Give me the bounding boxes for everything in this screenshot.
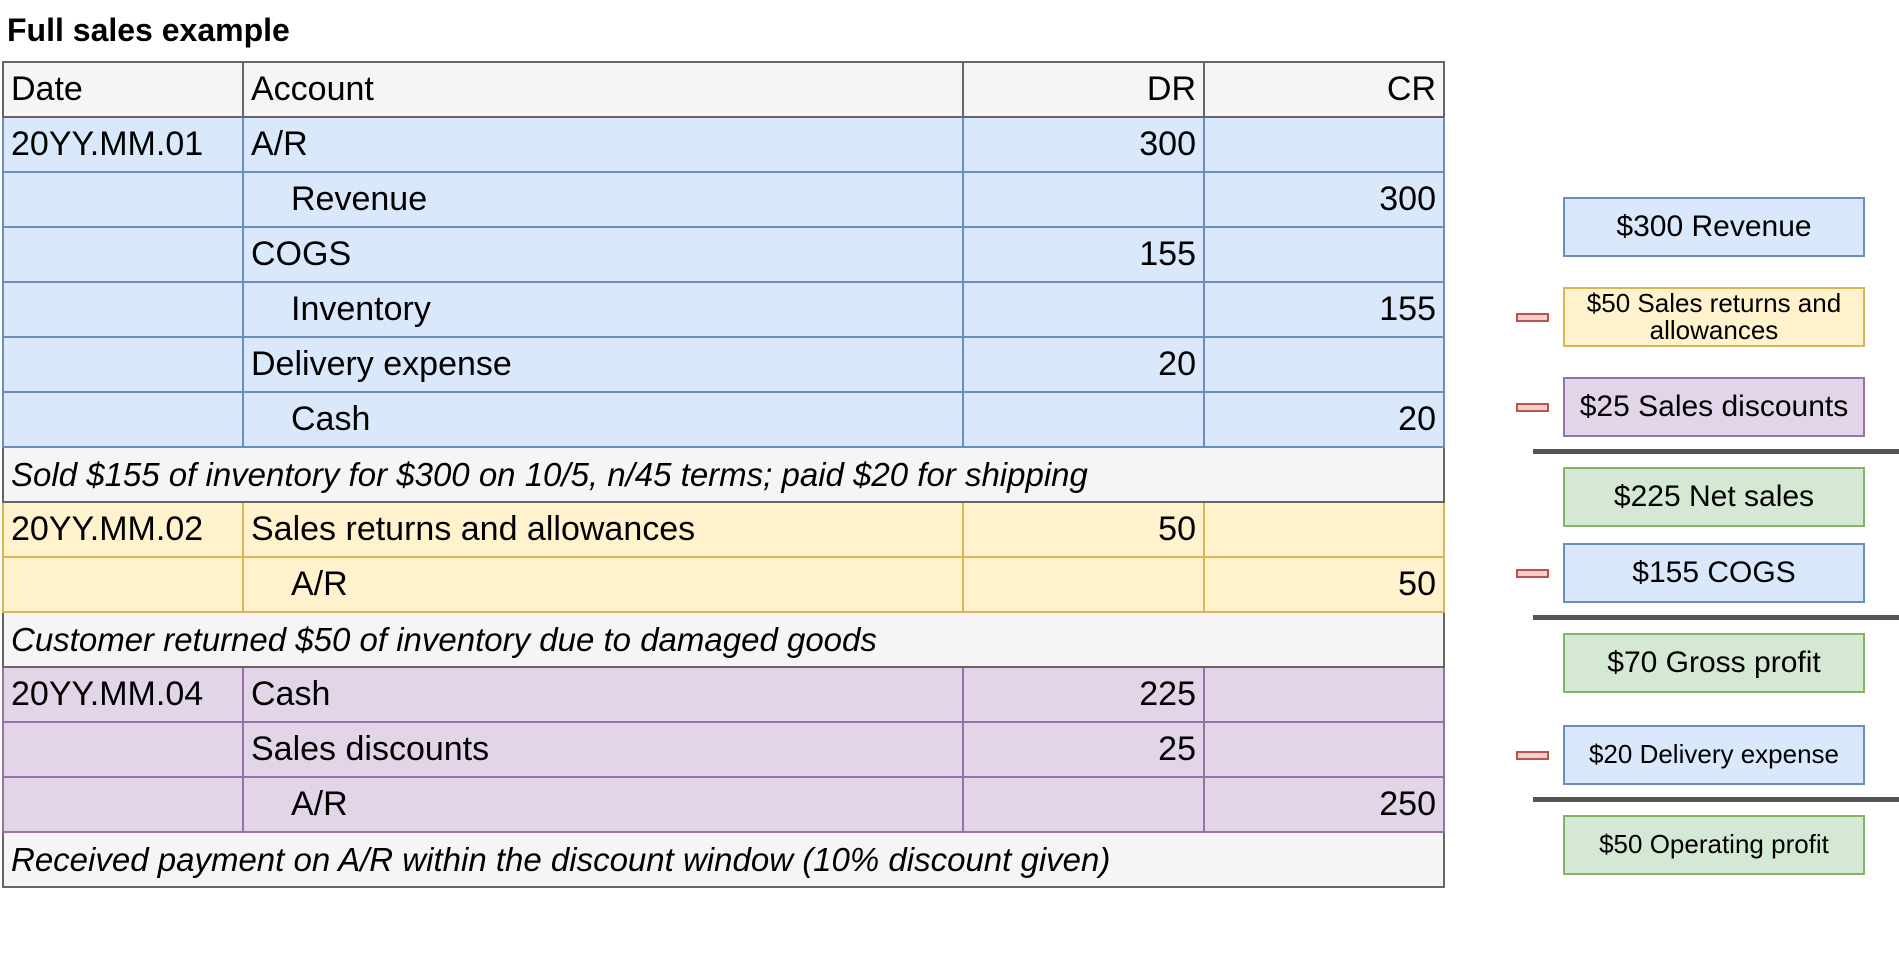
debit-account: COGS [243,227,963,282]
debit-amount [963,392,1204,447]
operating-profit-box: $50 Operating profit [1563,815,1865,875]
entry-description-row [3,832,1444,887]
credit-account-label: A/R [291,565,348,603]
entry-description-row [3,612,1444,667]
debit-amount: 300 [963,117,1204,172]
credit-amount [1204,667,1444,722]
credit-account [243,777,963,832]
header-date: Date [3,62,243,117]
credit-amount [1204,337,1444,392]
entry-date [3,172,243,227]
entry-date [3,337,243,392]
credit-account-label: Revenue [291,180,428,218]
credit-amount: 250 [1204,777,1444,832]
gross-profit-box: $70 Gross profit [1563,633,1865,693]
entry-date [3,282,243,337]
sales-returns-box: $50 Sales returns and allowances [1563,287,1865,347]
table-row [3,722,1444,777]
credit-amount [1204,117,1444,172]
minus-icon [1516,313,1549,322]
table-header-row [3,62,1444,117]
credit-account-label: Cash [291,400,371,438]
debit-amount: 155 [963,227,1204,282]
debit-amount [963,777,1204,832]
credit-amount [1204,227,1444,282]
table-row [3,392,1444,447]
entry-date: 20YY.MM.04 [3,667,243,722]
debit-account: Delivery expense [243,337,963,392]
debit-account: A/R [243,117,963,172]
diagram-title: Full sales example [7,12,290,48]
credit-amount: 20 [1204,392,1444,447]
table-row [3,172,1444,227]
header-cr: CR [1204,62,1444,117]
table-row [3,777,1444,832]
table-row [3,667,1444,722]
debit-account: Cash [243,667,963,722]
entry-date [3,557,243,612]
credit-account-label: Inventory [291,290,431,328]
minus-icon [1516,569,1549,578]
subtotal-divider [1533,615,1899,620]
table-row [3,557,1444,612]
entry-date [3,227,243,282]
credit-amount: 155 [1204,282,1444,337]
journal-table [2,61,1445,888]
credit-amount: 50 [1204,557,1444,612]
debit-amount [963,557,1204,612]
entry-date: 20YY.MM.01 [3,117,243,172]
table-row [3,337,1444,392]
net-sales-box: $225 Net sales [1563,467,1865,527]
credit-account [243,172,963,227]
revenue-box: $300 Revenue [1563,197,1865,257]
debit-amount: 225 [963,667,1204,722]
table-row [3,502,1444,557]
subtotal-divider [1533,449,1899,454]
debit-amount [963,282,1204,337]
header-dr: DR [963,62,1204,117]
credit-account [243,392,963,447]
table-row [3,227,1444,282]
entry-date [3,392,243,447]
debit-amount [963,172,1204,227]
credit-account [243,557,963,612]
credit-amount: 300 [1204,172,1444,227]
delivery-expense-box: $20 Delivery expense [1563,725,1865,785]
minus-icon [1516,403,1549,412]
entry-description-row [3,447,1444,502]
debit-account: Sales returns and allowances [243,502,963,557]
debit-amount: 50 [963,502,1204,557]
table-row [3,117,1444,172]
sales-discounts-box: $25 Sales discounts [1563,377,1865,437]
entry-date [3,722,243,777]
table-row [3,282,1444,337]
entry-date [3,777,243,832]
debit-amount: 20 [963,337,1204,392]
minus-icon [1516,751,1549,760]
entry-description: Customer returned $50 of inventory due to damaged goods [3,612,1444,667]
subtotal-divider [1533,797,1899,802]
credit-account-label: A/R [291,785,348,823]
entry-date: 20YY.MM.02 [3,502,243,557]
header-account: Account [243,62,963,117]
debit-account: Sales discounts [243,722,963,777]
entry-description: Sold $155 of inventory for $300 on 10/5, n/45 terms; paid $20 for shipping [3,447,1444,502]
debit-amount: 25 [963,722,1204,777]
cogs-box: $155 COGS [1563,543,1865,603]
credit-account [243,282,963,337]
entry-description: Received payment on A/R within the discount window (10% discount given) [3,832,1444,887]
credit-amount [1204,722,1444,777]
credit-amount [1204,502,1444,557]
